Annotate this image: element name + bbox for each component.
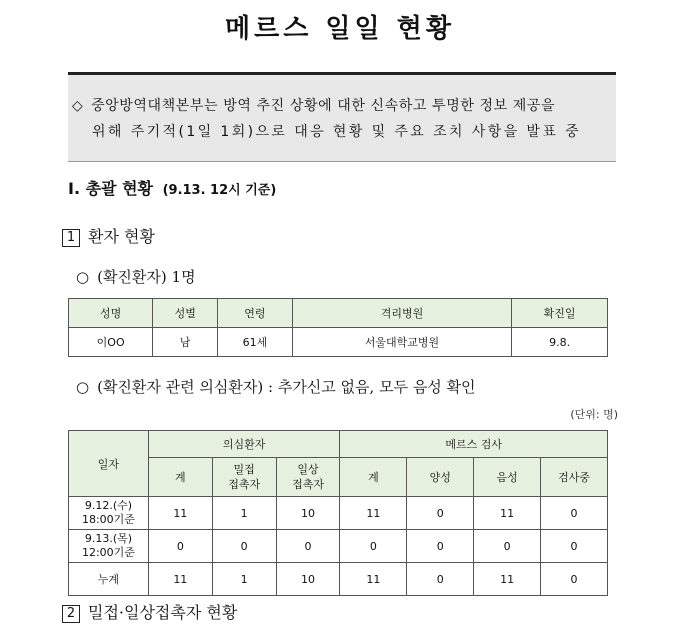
page-title: 메르스 일일 현황 bbox=[225, 14, 455, 44]
table-cell: 0 bbox=[148, 530, 212, 563]
table-header-cell: 계 bbox=[340, 458, 407, 497]
table-header-row bbox=[69, 299, 608, 328]
table-cell: 11 bbox=[340, 563, 407, 596]
table-row bbox=[69, 328, 608, 357]
suspect-heading-text: (확진환자 관련 의심환자) : 추가신고 없음, 모두 음성 확인 bbox=[97, 378, 476, 396]
section-label: I. 총괄 현황 bbox=[68, 179, 153, 198]
table-cell: 61세 bbox=[218, 328, 293, 357]
table-header-cell: 성별 bbox=[153, 299, 218, 328]
table-row bbox=[69, 563, 608, 596]
table-cell: 0 bbox=[541, 497, 608, 530]
date-header: 일자 bbox=[69, 431, 149, 497]
date-cell: 누계 bbox=[69, 563, 149, 596]
table-cell: 0 bbox=[541, 563, 608, 596]
table-cell: 9.8. bbox=[512, 328, 608, 357]
table-cell: 0 bbox=[407, 563, 474, 596]
table-header-cell: 성명 bbox=[69, 299, 153, 328]
table-header-cell: 일상 접촉자 bbox=[276, 458, 340, 497]
table-cell: 1 bbox=[212, 563, 276, 596]
table-cell: 0 bbox=[407, 530, 474, 563]
table-cell: 0 bbox=[276, 530, 340, 563]
table-header-cell: 격리병원 bbox=[292, 299, 512, 328]
table-cell: 서울대학교병원 bbox=[292, 328, 512, 357]
table-cell: 10 bbox=[276, 497, 340, 530]
notice-text-2: 위해 주기적(1일 1회)으로 대응 현황 및 주요 조치 사항을 발표 중 bbox=[92, 124, 582, 140]
table-cell: 0 bbox=[407, 497, 474, 530]
circle-bullet-icon: ○ bbox=[76, 378, 90, 396]
table-subheader-row bbox=[69, 458, 608, 497]
box-number-2: 2 bbox=[62, 605, 80, 623]
table-cell: 남 bbox=[153, 328, 218, 357]
table-cell: 0 bbox=[212, 530, 276, 563]
diamond-icon: ◇ bbox=[72, 98, 84, 114]
box-heading-2 bbox=[62, 600, 237, 623]
notice-text-1: 중앙방역대책본부는 방역 추진 상황에 대한 신속하고 투명한 정보 제공을 bbox=[91, 98, 556, 114]
table-header-cell: 양성 bbox=[407, 458, 474, 497]
patient-table bbox=[68, 298, 608, 357]
box-label-1: 환자 현황 bbox=[88, 227, 155, 246]
group-header-test: 메르스 검사 bbox=[340, 431, 608, 458]
table-header-cell: 확진일 bbox=[512, 299, 608, 328]
table-cell: 11 bbox=[474, 563, 541, 596]
date-cell: 9.12.(수) 18:00기준 bbox=[69, 497, 149, 530]
table-cell: 11 bbox=[474, 497, 541, 530]
table-cell: 10 bbox=[276, 563, 340, 596]
group-header-suspect: 의심환자 bbox=[148, 431, 340, 458]
unit-label: (단위: 명) bbox=[570, 408, 618, 421]
circle-bullet-icon: ○ bbox=[76, 268, 90, 286]
box-label-2: 밀접·일상접촉자 현황 bbox=[88, 603, 238, 622]
table-cell: 이OO bbox=[69, 328, 153, 357]
table-cell: 1 bbox=[212, 497, 276, 530]
table-row bbox=[69, 497, 608, 530]
box-number-1: 1 bbox=[62, 229, 80, 247]
table-header-cell: 검사중 bbox=[541, 458, 608, 497]
box-heading-1 bbox=[62, 224, 155, 247]
confirmed-heading-text: (확진환자) 1명 bbox=[97, 268, 196, 286]
table-cell: 11 bbox=[148, 497, 212, 530]
suspect-table bbox=[68, 430, 608, 596]
section-heading bbox=[68, 176, 276, 199]
confirmed-heading bbox=[76, 266, 196, 287]
table-header-row bbox=[69, 431, 608, 458]
notice-line-1 bbox=[68, 93, 616, 119]
table-header-cell: 연령 bbox=[218, 299, 293, 328]
table-cell: 0 bbox=[474, 530, 541, 563]
section-timestamp: (9.13. 12시 기준) bbox=[162, 183, 277, 198]
table-header-cell: 음성 bbox=[474, 458, 541, 497]
suspect-heading bbox=[76, 376, 476, 397]
table-cell: 11 bbox=[148, 563, 212, 596]
table-row bbox=[69, 530, 608, 563]
notice-box bbox=[68, 72, 616, 162]
table-header-cell: 계 bbox=[148, 458, 212, 497]
table-cell: 0 bbox=[340, 530, 407, 563]
table-cell: 11 bbox=[340, 497, 407, 530]
table-cell: 0 bbox=[541, 530, 608, 563]
date-cell: 9.13.(목) 12:00기준 bbox=[69, 530, 149, 563]
table-header-cell: 밀접 접촉자 bbox=[212, 458, 276, 497]
